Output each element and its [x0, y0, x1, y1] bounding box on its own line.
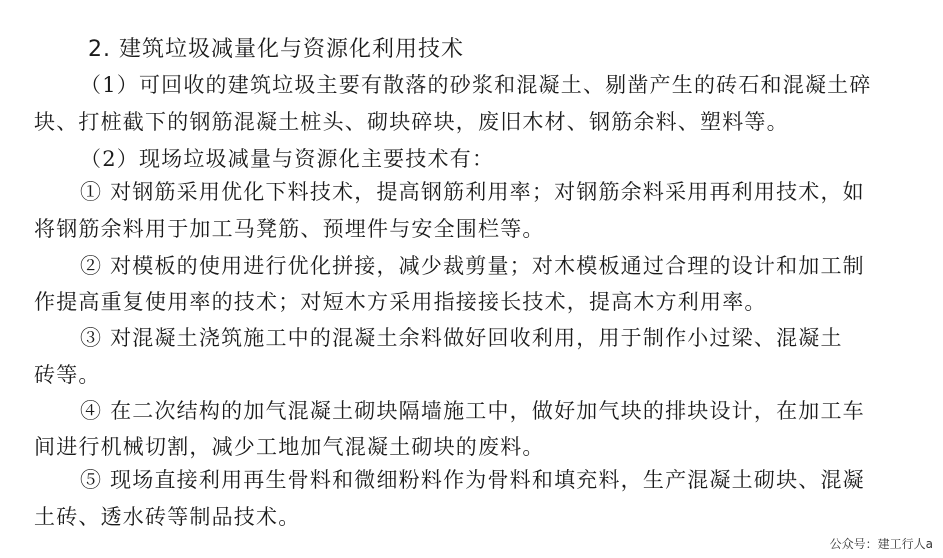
- text-line-7: 作提高重复使用率的技术；对短木方采用指接接长技术，提高木方利用率。: [34, 290, 767, 314]
- text-line-2: 块、打桩截下的钢筋混凝土桩头、砌块碎块，废旧木材、钢筋余料、塑料等。: [34, 110, 789, 134]
- text-line-3: （2）现场垃圾减量与资源化主要技术有：: [80, 147, 495, 171]
- watermark-text: 公众号：建工行人a: [829, 537, 933, 551]
- text-line-5: 将钢筋余料用于加工马凳筋、预埋件与安全围栏等。: [34, 217, 545, 241]
- text-line-6: ② 对模板的使用进行优化拼接，减少裁剪量；对木模板通过合理的设计和加工制: [80, 254, 865, 278]
- text-line-4: ① 对钢筋采用优化下料技术，提高钢筋利用率；对钢筋余料采用再利用技术，如: [80, 180, 865, 204]
- text-line-8: ③ 对混凝土浇筑施工中的混凝土余料做好回收利用，用于制作小过梁、混凝土: [80, 326, 843, 350]
- text-line-12: ⑤ 现场直接利用再生骨料和微细粉料作为骨料和填充料，生产混凝土砌块、混凝: [80, 468, 865, 492]
- text-line-10: ④ 在二次结构的加气混凝土砌块隔墙施工中，做好加气块的排块设计，在加工车: [80, 399, 865, 423]
- text-line-11: 间进行机械切割，减少工地加气混凝土砌块的废料。: [34, 435, 545, 459]
- section-heading: 2. 建筑垃圾减量化与资源化利用技术: [88, 37, 464, 62]
- text-line-1: （1）可回收的建筑垃圾主要有散落的砂浆和混凝土、剔凿产生的砖石和混凝土碎: [80, 73, 872, 97]
- text-line-13: 土砖、透水砖等制品技术。: [34, 505, 301, 529]
- text-line-9: 砖等。: [34, 363, 101, 387]
